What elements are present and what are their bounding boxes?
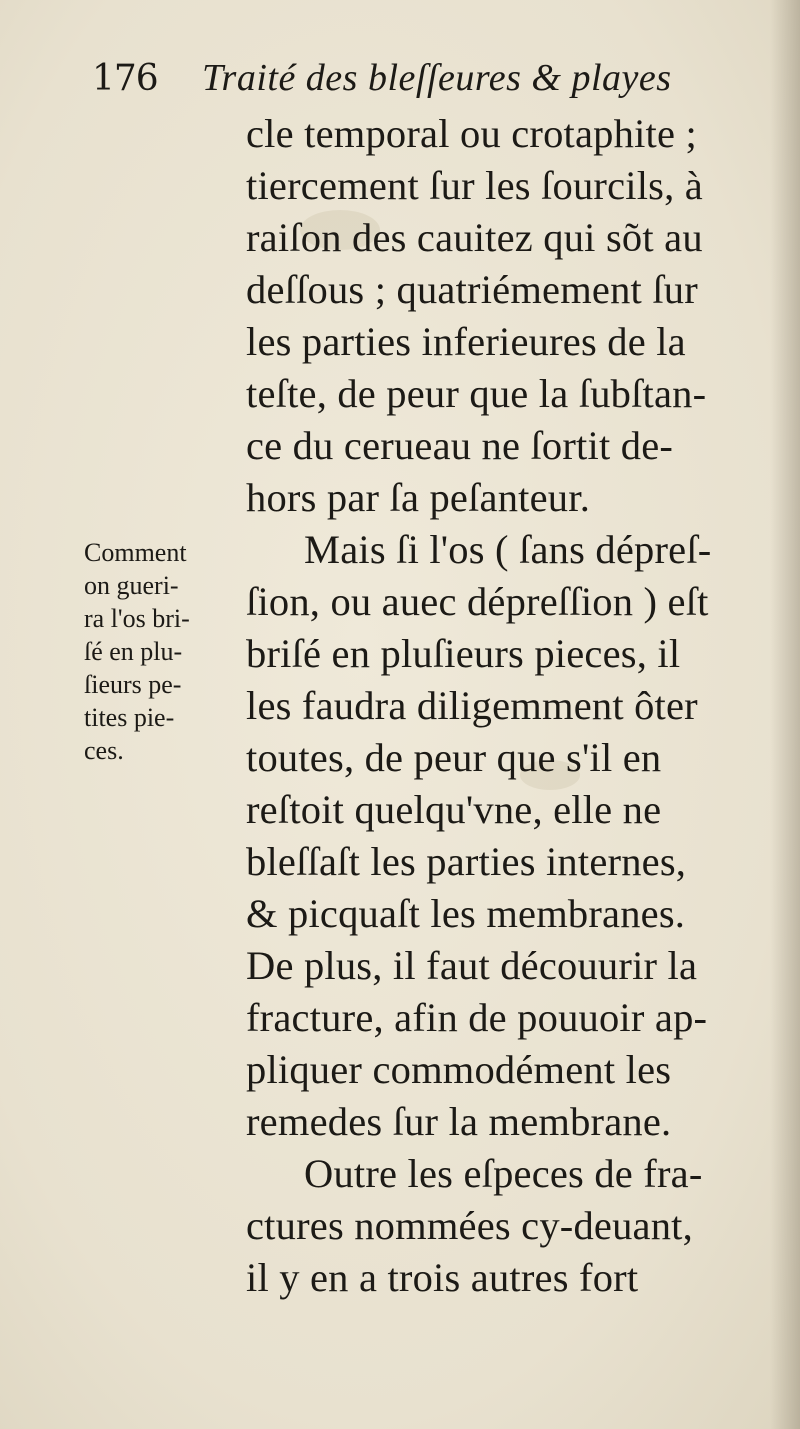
text-line: raiſon des cauitez qui sõt au (246, 215, 703, 260)
margin-note-line: Comment (84, 538, 187, 567)
text-line: & picquaſt les membranes. (246, 891, 686, 936)
margin-note-line: ces. (84, 736, 124, 765)
paragraph-start-line: Mais ſi l'os ( ſans dépreſ- (304, 527, 712, 572)
margin-note-line: ſé en plu- (84, 637, 183, 666)
page-header (92, 52, 772, 112)
text-line: briſé en pluſieurs pieces, il (246, 631, 681, 676)
text-line: toutes, de peur que s'il en (246, 735, 662, 780)
text-line: les parties inferieures de la (246, 319, 686, 364)
text-line: bleſſaſt les parties internes, (246, 839, 687, 884)
text-line: De plus, il faut découurir la (246, 943, 698, 988)
margin-note-line: tites pie- (84, 703, 175, 732)
text-line: teſte, de peur que la ſubſtan- (246, 371, 707, 416)
text-line: pliquer commodément les (246, 1047, 672, 1092)
text-line: fracture, afin de pouuoir ap- (246, 995, 708, 1040)
text-line: deſſous ; quatriémement ſur (246, 267, 698, 312)
margin-note (84, 536, 254, 767)
paragraph-start-line: Outre les eſpeces de fra- (304, 1151, 703, 1196)
text-line: les faudra diligemment ôter (246, 683, 698, 728)
text-line: ctures nommées cy-deuant, (246, 1203, 693, 1248)
text-line: il y en a trois autres fort (246, 1255, 639, 1300)
text-line: tiercement ſur les ſourcils, à (246, 163, 703, 208)
text-line: ſion, ou auec dépreſſion ) eſt (246, 579, 709, 624)
text-line: ce du cerueau ne ſortit de- (246, 423, 674, 468)
running-title: Traité des bleſſeures & playes (202, 57, 672, 99)
text-line: cle temporal ou crotaphite ; (246, 111, 697, 156)
text-line: remedes ſur la membrane. (246, 1099, 672, 1144)
margin-note-line: ſieurs pe- (84, 670, 182, 699)
margin-note-line: ra l'os bri- (84, 604, 190, 633)
text-line: hors par ſa peſanteur. (246, 475, 591, 520)
text-line: reſtoit quelqu'vne, elle ne (246, 787, 662, 832)
margin-note-line: on gueri- (84, 571, 179, 600)
page-number: 176 (92, 58, 158, 99)
body-text (246, 108, 776, 1304)
